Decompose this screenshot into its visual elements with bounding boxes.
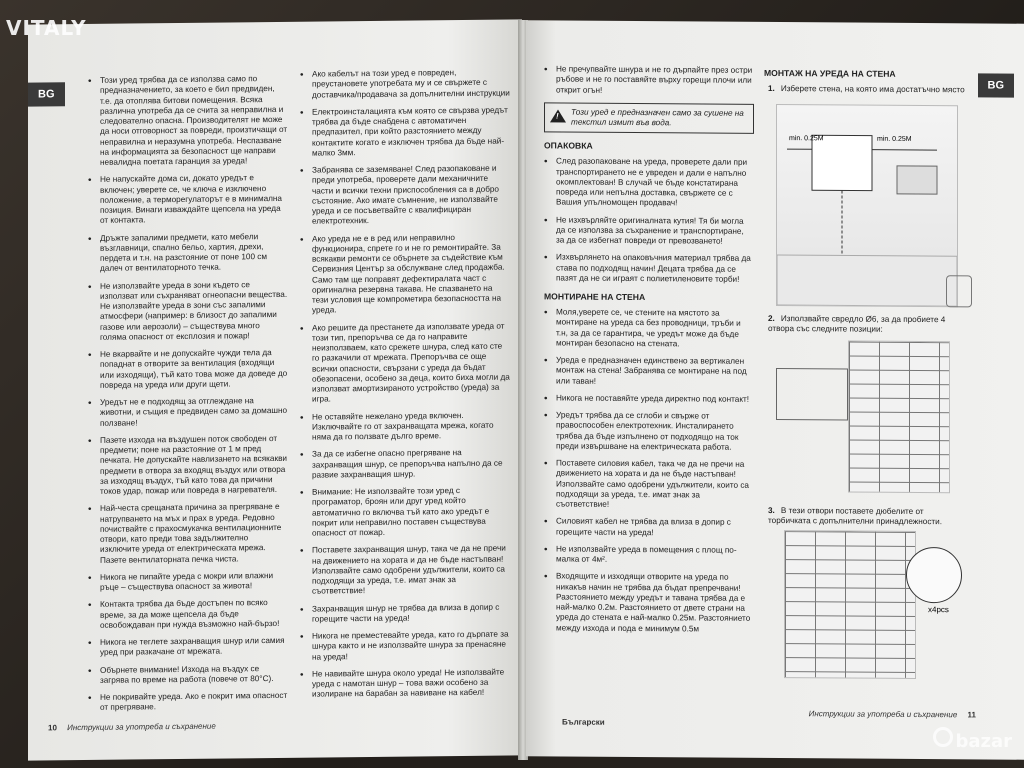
list-item: • Никога не пипайте уреда с мокри или влажни ръце – съществува опасност за живота! [88,571,288,594]
warning-box [544,102,754,134]
footer-text: Инструкции за употреба и съхранение [808,709,958,720]
drill-icon [946,275,972,307]
right-page [526,20,1024,759]
bazar-watermark [933,727,1012,752]
list-item: • Не изхвърляйте оригиналната кутия! Тя би могла да се използва за съхранение и транспортиране, за да се избегнат повреди от превозването! [544,215,754,247]
section-title: МОНТИРАНЕ НА СТЕНА [544,291,646,303]
list-item: • Моля,уверете се, че стените на мястото за монтиране на уреда са без проводници, тръби и т.н, за да се гарантира, че уредът може да бъде монтиран безопасно на стената. [544,307,754,349]
dowel-detail-icon [906,547,962,603]
list-item: • Този уред трябва да се използва само по предназначението, за което е бил предвиден, т.е. да отоплява битови помещения. Всяка различна употреба да се счита за неправилна и следователно опасна. Производителят не може да носи отговорност за повреди, произтичащи от неправилна и неразумна употреба. Неспазване на информацията за безопасност ще направи невалидна поетата гаранция за уреда! [88,74,288,168]
list-item: • За да се избегне опасно прегряване на захранващия шнур, се препоръчва напълно да се развие захранващия шнур. [300,448,510,481]
clearance-label-2: min. 0.25M [877,135,912,143]
list-item: • Контакта трябва да бъде достъпен по всяко време, за да може щепсела да бъде освобождаван при нужда възможно най-бързо! [88,598,288,631]
language-tab: BG [28,82,65,106]
list-item: • Не покривайте уреда. Ако е покрит има опасност от прегряване. [88,691,288,714]
step-text: В тези отвори поставете дюбелите от торбичката с допълнителни принадлежности. [768,506,943,527]
list-item: • Забранява се заземяване! След разопаковане и преди употреба, проверете дали механичните части и всички техни приспособления са в добро състояние. Ако имате съмнение, не използвайте уреда и се посъветвайте с квалифициран електротехник. [300,164,510,228]
quantity-label: x4pcs [928,605,949,615]
footer-language: Български [562,717,605,727]
list-item: • Обърнете внимание! Изхода на въздух се загрява по време на работа (повече от 80°C). [88,663,288,686]
list-item: • Уреда е предназначен единствено за вертикален монтаж на стена! Забранява се монтиране на под или таван! [544,355,754,387]
list-item: • Не навивайте шнура около уреда! Не използвайте уреда с намотан шнур – това важи особено за изолиране на барабан за навиване на кабел! [300,667,510,700]
left-footer [48,722,216,733]
vitaly-logo: VITALY [6,16,87,40]
step-1 [768,84,968,96]
warning-text: Този уред е предназначен само за сушене на текстил измит във вода. [571,107,744,128]
list-item: • Поставете силовия кабел, така че да не пречи на движението на хората и да не бъде настъпван! Използвайте само одобрени удължители, които са подходящи за уреда, т.е. имат знак за съответствие! [544,458,754,511]
list-item: • Изхвърлянето на опаковъчния материал трябва да става по подходящ начин! Децата трябва да се пазят да не си играят с полиетиленовите торби! [544,253,754,285]
step-number: 2. [768,313,775,323]
list-item: • Не оставяйте нежелано уреда включен. Изключвайте го от захранващата мрежа, когато няма да го ползвате дълго време. [300,410,510,443]
list-item: • Входящите и изходящи отворите на уреда по никакъв начин не трябва да бъдат препречвани! Разстоянието между уредът и тавана трябва да е най-малко 0.2м. Разстоянието от двете страни на уреда до стената е най-малко 0.25м. Разстоянието между изхода и пода е минимум 0.5м [544,572,754,635]
list-item: • Внимание: Не използвайте този уред с програматор, броян или друг уред който автоматично го включва тъй като ако уредът е покрит или неправилно поставен съществува опасност от пожар. [300,486,510,539]
list-item: • Никога не поставяйте уреда директно под контакт! [544,393,754,405]
list-item: • Уредът трябва да се сглоби и свърже от правоспособен електротехник. Инсталирането трябва да бъде изпълнено от подходящо на ток преди извършване на електрическата работа. [544,410,754,452]
right-column-2 [764,68,964,85]
furniture-shape [897,166,937,194]
left-page [28,19,522,760]
section-title: МОНТАЖ НА УРЕДА НА СТЕНА [764,67,896,79]
list-item: • Поставете захранващия шнур, така че да не пречи на движението на хората и да не бъде настъпван! Използвайте само одобрени удължители, които са подходящи за уреда, т.е. имат знак за съответствие! [300,544,510,597]
right-column-1 [544,64,754,641]
clearance-label-1: min. 0.25M [789,135,824,143]
heater-outline [812,135,872,190]
list-item: • Ако решите да престанете да използвате уреда от този тип, препоръчва се да го направите неизползваем, като срежете шнура, след като сте го разкачили от мрежата. Препоръчва се още всички опасности, свързани с уреда да бъдат обезопасени, особено за деца, които биха могли да използват амортизираното устройство (уреда) за игра. [300,321,510,405]
floor-shape [777,255,957,306]
left-column-2 [300,68,510,708]
room-illustration [776,104,958,307]
list-item: • Силовият кабел не трябва да влиза в допир с горещите части на уреда! [544,517,754,539]
list-item: • След разопаковане на уреда, проверете дали при транспортирането не е увреден и дали е напълно окомплектован! В случай че бъде констатирана повреда или непълна доставка, свържете се с Вашия упълномощен продавач! [544,157,754,210]
bazar-ring-icon [933,727,953,747]
list-item: • Пазете изхода на въздушен поток свободен от предмети; поне на разстояние от 1 м пред печката. Не допускайте навлизането на всякакви предмети в отвора за входящ въздух или отвора за изходящ въздух, тъй като това да причини токов удар, пожар или повреда в нагревателя. [88,434,288,498]
step-2 [768,314,968,336]
step-text: Използвайте свредло Ø6, за да пробиете 4 отвора със следните позиции: [768,314,946,335]
page-number: 10 [48,723,57,733]
left-column-1 [88,74,288,721]
step-number: 1. [768,83,775,93]
drill-positions-diagram [776,368,848,421]
list-item: • Дръжте запалими предмети, като мебели възглавници, спално бельо, хартия, дрехи, пердета и т.н. на разстояние от поне 100 см далеч от вентилаторното течка. [88,231,288,274]
list-item: • Ако кабелът на този уред е повреден, преустановете употребата му и се свържете с доставчика/продавача за допълнителни инструкции [300,68,510,101]
list-item: • Не използвайте уреда в помещения с площ по-малка от 4м². [544,544,754,566]
list-item: • Електроинсталацията към която се свързва уредът трябва да бъде снабдена с автоматичен предпазител, при който разстоянието между контактите когато е изключен трябва да бъде най-малко 3мм. [300,105,510,158]
step-3 [768,506,968,528]
step-number: 3. [768,505,775,515]
right-footer [809,709,984,719]
list-item: • Не използвайте уреда в зони където се използват или съхраняват огнеопасни вещества. Не използвайте уреда в зони със запалими атмосфери (например: в близост до запалими газове или аерозоли) – съществува много голяма опасност от експлозия и пожар! [88,279,288,343]
list-item: • Уредът не е подходящ за отглеждане на животни, и същия е предвиден само за домашно ползване! [88,396,288,429]
warning-icon [550,109,566,122]
brick-wall-illustration [848,341,950,494]
step-text: Изберете стена, на която има достатъчно място [780,84,965,95]
watermark-text: bazar [955,731,1012,752]
list-item: • Не напускайте дома си, докато уредът е включен; уверете се, че ключа е изключено положение, а терморегулаторът е в минимална позиция. Винаги изваждайте щепсела на уреда от контакта. [88,173,288,226]
section-title: ОПАКОВКА [544,140,593,151]
brick-wall-dowels-illustration [784,530,916,679]
list-item: • Не пречупвайте шнура и не го дърпайте през остри ръбове и не го поставяйте върху горещи плочи или открит огън! [544,64,754,96]
list-item: • Не вкарвайте и не допускайте чужди тела да попаднат в отворите за вентилация (входящи или изходящи), тъй като това може да доведе до повреда на уреда или други щети. [88,348,288,391]
list-item: • Най-честа срещаната причина за прегряване е натрупването на мъх и прах в уреда. Редовно почиствайте с прахосмукачка вентилационните отвори, като преди това задължително изключите уреда от електрическата мрежа. Пазете вентилаторната печка чиста. [88,502,288,566]
language-tab: BG [978,73,1015,97]
list-item: • Захранващия шнур не трябва да влиза в допир с горещите части на уреда! [300,602,510,625]
footer-text: Инструкции за употреба и съхранение [67,721,216,733]
list-item: • Ако уреда не е в ред или неправилно функционира, спрете го и не го ремонтирайте. За всякакви ремонти се обърнете за съдействие към Сервизния Център за обслужване след продажба. Само там ще поправят дефектиралата част с оригинална резервна такава. Не спазването на тези условия ще компрометира безопасността на уреда. [300,232,510,316]
list-item: • Никога не преместевайте уреда, като го дърпате за шнура както и не използвайте шнура за пренасяне на уреда! [300,630,510,663]
page-number: 11 [967,710,976,720]
list-item: • Никога не теглете захранващия шнур или самия уред при разкачане от мрежата. [88,636,288,659]
